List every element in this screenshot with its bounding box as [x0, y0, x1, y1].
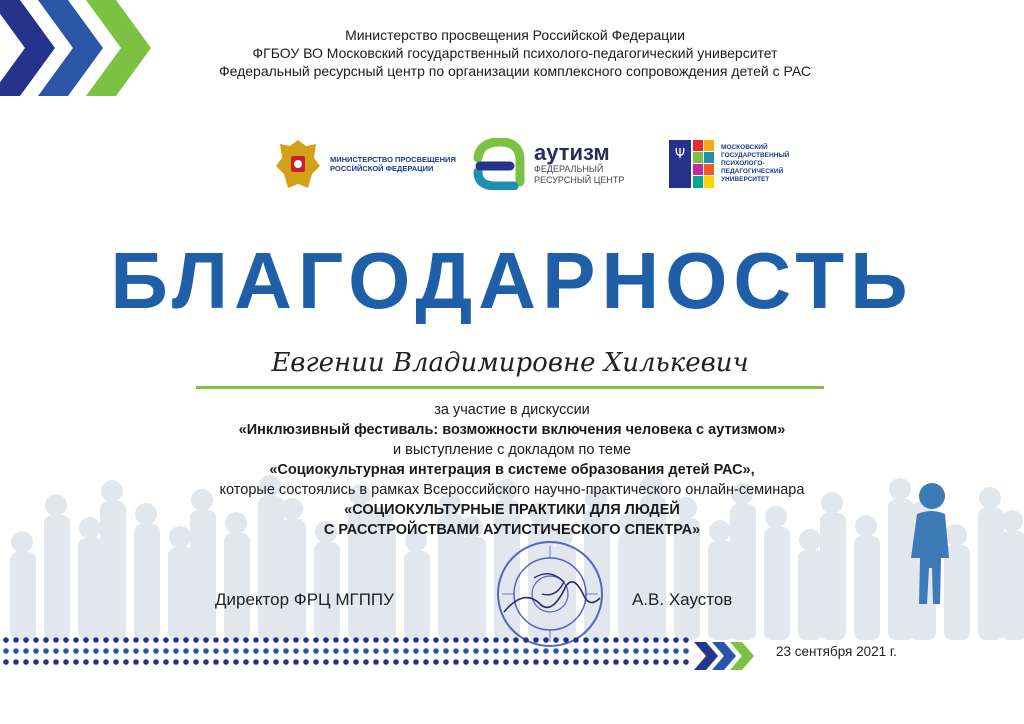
mgppu-logo-line2: ГОСУДАРСТВЕННЫЙ — [721, 152, 790, 159]
body-line-5: которые состоялись в рамках Всероссийского научно-практического онлайн-семинара — [219, 482, 805, 498]
issue-date: 23 сентября 2021 г. — [776, 644, 897, 659]
coat-of-arms-icon — [272, 136, 324, 192]
recipient-underline — [196, 386, 824, 389]
svg-text:Ψ: Ψ — [674, 147, 686, 162]
mgppu-logo-line1: МОСКОВСКИЙ — [721, 144, 768, 151]
ministry-logo-line1: МИНИСТЕРСТВО ПРОСВЕЩЕНИЯ — [330, 155, 456, 164]
autism-logo-sub2: РЕСУРСНЫЙ ЦЕНТР — [534, 175, 625, 185]
ministry-logo — [272, 136, 456, 192]
body-line-6: «СОЦИОКУЛЬТУРНЫЕ ПРАКТИКИ ДЛЯ ЛЮДЕЙ — [344, 502, 680, 518]
autism-logo-name: аутизм — [534, 140, 610, 165]
chevron-decoration-icon — [0, 0, 165, 100]
document-title: БЛАГОДАРНОСТЬ — [110, 236, 914, 325]
dotted-band-decoration — [0, 632, 690, 672]
ministry-logo-line2: РОССИЙСКОЙ ФЕДЕРАЦИИ — [330, 164, 434, 173]
autism-logo-sub1: ФЕДЕРАЛЬНЫЙ — [534, 164, 604, 174]
body-line-3: и выступление с докладом по теме — [392, 442, 631, 458]
child-figure-icon — [905, 480, 955, 606]
recipient-name: Евгении Владимировне Хилькевич — [271, 348, 749, 378]
body-text — [80, 400, 944, 540]
director-label: Директор ФРЦ МГППУ — [215, 590, 394, 609]
autism-center-logo — [470, 138, 624, 190]
header-line-university: ФГБОУ ВО Московский государственный психолого-педагогический университет — [252, 45, 778, 61]
body-line-4: «Социокультурная интеграция в системе образования детей РАС», — [269, 462, 755, 478]
mgppu-emblem-icon — [669, 140, 715, 188]
header-line-ministry: Министерство просвещения Российской Федерации — [345, 27, 685, 43]
body-line-1: за участие в дискуссии — [434, 402, 590, 418]
issuer-header — [160, 26, 870, 80]
body-line-2: «Инклюзивный фестиваль: возможности включения человека с аутизмом» — [238, 422, 786, 438]
director-name: А.В. Хаустов — [632, 590, 733, 609]
header-line-center: Федеральный ресурсный центр по организации комплексного сопровождения детей с РАС — [218, 63, 812, 79]
chevron-decoration-bottom-icon — [694, 640, 754, 672]
mgppu-logo-line4: ПЕДАГОГИЧЕСКИЙ — [721, 168, 784, 175]
mgppu-logo-line5: УНИВЕРСИТЕТ — [721, 176, 770, 183]
autism-logo-icon — [470, 138, 528, 190]
mgppu-logo — [669, 140, 789, 188]
mgppu-logo-line3: ПСИХОЛОГО- — [721, 160, 765, 167]
body-line-7: С РАССТРОЙСТВАМИ АУТИСТИЧЕСКОГО СПЕКТРА» — [323, 522, 701, 538]
